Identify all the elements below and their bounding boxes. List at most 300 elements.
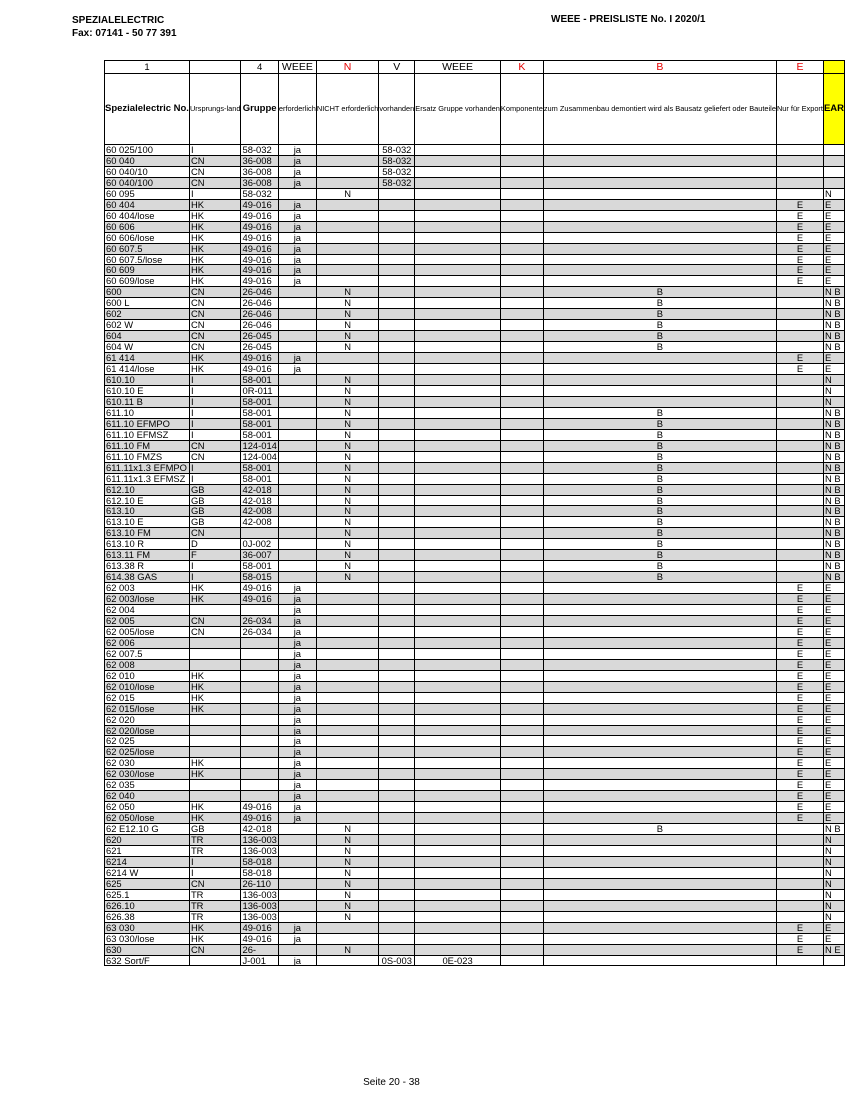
cell-not-required	[316, 364, 378, 375]
cell-required: ja	[278, 736, 316, 747]
cell-number: 62 015	[105, 692, 190, 703]
cell-origin	[189, 747, 241, 758]
cell-ear: E	[823, 922, 844, 933]
cell-not-required	[316, 243, 378, 254]
cell-not-required	[316, 692, 378, 703]
cell-component	[500, 166, 543, 177]
cell-replacement	[415, 287, 501, 298]
col-code-k: K	[500, 61, 543, 74]
cell-number: 62 E12.10 G	[105, 824, 190, 835]
cell-export: E	[776, 221, 823, 232]
cell-available	[379, 561, 415, 572]
cell-replacement	[415, 407, 501, 418]
cell-export: E	[776, 232, 823, 243]
cell-available	[379, 407, 415, 418]
cell-not-required	[316, 145, 378, 156]
cell-required	[278, 440, 316, 451]
cell-replacement	[415, 692, 501, 703]
cell-replacement	[415, 166, 501, 177]
cell-kit	[543, 747, 776, 758]
cell-kit: B	[543, 287, 776, 298]
cell-kit	[543, 364, 776, 375]
cell-available	[379, 221, 415, 232]
cell-available	[379, 353, 415, 364]
cell-replacement	[415, 364, 501, 375]
table-row	[105, 846, 845, 857]
cell-available	[379, 878, 415, 889]
cell-group: 58-001	[241, 462, 278, 473]
cell-kit	[543, 265, 776, 276]
cell-available	[379, 670, 415, 681]
cell-export: E	[776, 243, 823, 254]
cell-origin: I	[189, 429, 241, 440]
cell-export	[776, 298, 823, 309]
cell-required: ja	[278, 155, 316, 166]
cell-replacement	[415, 867, 501, 878]
cell-required: ja	[278, 615, 316, 626]
table-row	[105, 495, 845, 506]
cell-export	[776, 506, 823, 517]
cell-export	[776, 955, 823, 966]
cell-available	[379, 396, 415, 407]
table-row	[105, 703, 845, 714]
cell-replacement	[415, 889, 501, 900]
cell-origin: CN	[189, 166, 241, 177]
cell-export: E	[776, 813, 823, 824]
cell-ear: N B	[823, 484, 844, 495]
table-row	[105, 276, 845, 287]
cell-number: 613.10	[105, 506, 190, 517]
cell-required	[278, 495, 316, 506]
cell-group	[241, 659, 278, 670]
cell-ear: E	[823, 747, 844, 758]
cell-export	[776, 155, 823, 166]
cell-required: ja	[278, 626, 316, 637]
cell-available	[379, 210, 415, 221]
cell-available	[379, 944, 415, 955]
cell-kit	[543, 155, 776, 166]
cell-component	[500, 462, 543, 473]
cell-not-required	[316, 166, 378, 177]
cell-kit	[543, 692, 776, 703]
cell-origin: HK	[189, 692, 241, 703]
cell-available	[379, 758, 415, 769]
cell-kit: B	[543, 561, 776, 572]
cell-number: 62 050/lose	[105, 813, 190, 824]
cell-origin: TR	[189, 900, 241, 911]
cell-export	[776, 462, 823, 473]
cell-origin: GB	[189, 517, 241, 528]
cell-replacement: 0E-023	[415, 955, 501, 966]
cell-kit	[543, 889, 776, 900]
cell-required: ja	[278, 769, 316, 780]
table-row	[105, 758, 845, 769]
cell-component	[500, 287, 543, 298]
cell-kit: B	[543, 484, 776, 495]
cell-export	[776, 451, 823, 462]
header-row-codes	[105, 61, 845, 74]
cell-ear: E	[823, 637, 844, 648]
cell-group: 49-016	[241, 594, 278, 605]
cell-number: 62 020	[105, 714, 190, 725]
cell-required: ja	[278, 166, 316, 177]
cell-number: 613.38 R	[105, 561, 190, 572]
cell-ear: E	[823, 769, 844, 780]
cell-kit	[543, 714, 776, 725]
cell-ear: E	[823, 736, 844, 747]
cell-replacement	[415, 232, 501, 243]
cell-available	[379, 440, 415, 451]
cell-ear: E	[823, 594, 844, 605]
cell-component	[500, 703, 543, 714]
cell-export: E	[776, 353, 823, 364]
cell-number: 611.11x1.3 EFMSZ	[105, 473, 190, 484]
cell-ear: N B	[823, 561, 844, 572]
cell-export	[776, 177, 823, 188]
cell-replacement	[415, 155, 501, 166]
cell-kit	[543, 375, 776, 386]
cell-component	[500, 506, 543, 517]
cell-origin: I	[189, 375, 241, 386]
table-row	[105, 583, 845, 594]
cell-group: 42-008	[241, 506, 278, 517]
cell-kit	[543, 813, 776, 824]
cell-replacement	[415, 758, 501, 769]
cell-export: E	[776, 210, 823, 221]
cell-origin: CN	[189, 309, 241, 320]
cell-ear	[823, 177, 844, 188]
cell-kit: B	[543, 517, 776, 528]
col-code-weee-ersatz: WEEE	[415, 61, 501, 74]
cell-component	[500, 856, 543, 867]
cell-available	[379, 824, 415, 835]
cell-component	[500, 495, 543, 506]
cell-export: E	[776, 714, 823, 725]
cell-component	[500, 145, 543, 156]
cell-group	[241, 670, 278, 681]
cell-export: E	[776, 254, 823, 265]
cell-ear: N B	[823, 320, 844, 331]
cell-component	[500, 550, 543, 561]
cell-replacement	[415, 221, 501, 232]
cell-component	[500, 407, 543, 418]
cell-required: ja	[278, 933, 316, 944]
cell-available	[379, 802, 415, 813]
document-title: WEEE - PREISLISTE No. I 2020/1	[551, 14, 706, 25]
cell-not-required: N	[316, 528, 378, 539]
table-row	[105, 287, 845, 298]
cell-number: 6214	[105, 856, 190, 867]
cell-ear: N B	[823, 451, 844, 462]
fax-number: Fax: 07141 - 50 77 391	[72, 28, 177, 39]
cell-ear: N B	[823, 342, 844, 353]
cell-required	[278, 385, 316, 396]
col-code-n: N	[316, 61, 378, 74]
cell-group: 124-004	[242, 450, 277, 462]
cell-not-required	[316, 199, 378, 210]
cell-export: E	[776, 747, 823, 758]
cell-export: E	[776, 199, 823, 210]
header-row-labels	[105, 74, 845, 145]
cell-not-required: N	[316, 484, 378, 495]
cell-not-required	[316, 780, 378, 791]
cell-available	[379, 473, 415, 484]
cell-group	[241, 791, 278, 802]
cell-available	[379, 659, 415, 670]
cell-required: ja	[278, 955, 316, 966]
cell-number: 602	[105, 309, 190, 320]
cell-kit	[543, 725, 776, 736]
cell-origin: HK	[189, 758, 241, 769]
cell-required	[278, 550, 316, 561]
cell-kit: B	[543, 309, 776, 320]
cell-ear: E	[823, 221, 844, 232]
cell-not-required: N	[316, 385, 378, 396]
cell-kit: B	[543, 528, 776, 539]
cell-origin: HK	[189, 583, 241, 594]
cell-group: 36-008	[241, 177, 278, 188]
cell-component	[500, 418, 543, 429]
cell-component	[500, 473, 543, 484]
cell-available	[379, 911, 415, 922]
cell-number: 6214 W	[105, 867, 190, 878]
cell-component	[500, 725, 543, 736]
cell-component	[500, 265, 543, 276]
cell-component	[500, 626, 543, 637]
table-row	[105, 429, 845, 440]
cell-export	[776, 429, 823, 440]
col-code-ear	[823, 61, 844, 74]
cell-kit	[543, 900, 776, 911]
cell-origin: I	[189, 385, 241, 396]
table-row	[105, 626, 845, 637]
cell-component	[500, 867, 543, 878]
cell-not-required: N	[316, 572, 378, 583]
cell-component	[500, 637, 543, 648]
cell-component	[500, 681, 543, 692]
cell-group: 49-016	[241, 265, 278, 276]
cell-origin: GB	[189, 495, 241, 506]
cell-available	[379, 583, 415, 594]
cell-ear: N	[823, 856, 844, 867]
table-row	[105, 550, 845, 561]
table-row	[105, 199, 845, 210]
cell-group	[241, 736, 278, 747]
cell-origin: CN	[189, 451, 241, 462]
cell-export	[776, 835, 823, 846]
cell-group: 49-016	[241, 232, 278, 243]
cell-component	[500, 900, 543, 911]
cell-component	[500, 298, 543, 309]
cell-kit	[543, 385, 776, 396]
cell-ear: N	[823, 835, 844, 846]
cell-available	[379, 232, 415, 243]
cell-replacement	[415, 670, 501, 681]
cell-export	[776, 418, 823, 429]
cell-export	[776, 484, 823, 495]
cell-replacement	[415, 583, 501, 594]
cell-number: 60 606	[105, 221, 190, 232]
cell-not-required	[316, 254, 378, 265]
cell-kit	[543, 626, 776, 637]
cell-required	[278, 320, 316, 331]
cell-available	[379, 495, 415, 506]
cell-available: 58-032	[379, 145, 415, 156]
col-code-b: B	[543, 61, 776, 74]
cell-number: 62 030/lose	[105, 769, 190, 780]
col-header-number: Spezialelectric No.	[105, 74, 190, 145]
cell-number: 60 040	[105, 155, 190, 166]
cell-origin: I	[189, 473, 241, 484]
cell-component	[500, 659, 543, 670]
cell-replacement	[415, 561, 501, 572]
cell-origin: HK	[189, 353, 241, 364]
cell-replacement	[415, 615, 501, 626]
cell-available	[379, 747, 415, 758]
cell-export: E	[776, 648, 823, 659]
table-row	[105, 309, 845, 320]
cell-component	[500, 572, 543, 583]
cell-number: 613.10 R	[105, 539, 190, 550]
cell-ear: E	[823, 725, 844, 736]
cell-component	[500, 692, 543, 703]
cell-group: 58-001	[241, 418, 278, 429]
cell-kit	[543, 177, 776, 188]
cell-group: 58-032	[241, 145, 278, 156]
cell-export	[776, 528, 823, 539]
cell-required	[278, 867, 316, 878]
cell-not-required: N	[316, 889, 378, 900]
cell-available	[379, 364, 415, 375]
cell-required	[278, 889, 316, 900]
cell-not-required: N	[316, 878, 378, 889]
cell-replacement	[415, 539, 501, 550]
cell-export: E	[776, 670, 823, 681]
cell-ear	[823, 155, 844, 166]
cell-not-required	[316, 648, 378, 659]
cell-ear: N	[823, 396, 844, 407]
cell-available	[379, 615, 415, 626]
cell-export: E	[776, 758, 823, 769]
cell-required: ja	[278, 922, 316, 933]
cell-export	[776, 572, 823, 583]
cell-origin: HK	[189, 933, 241, 944]
cell-required: ja	[278, 145, 316, 156]
cell-not-required	[316, 736, 378, 747]
cell-ear: E	[823, 802, 844, 813]
cell-ear: E	[823, 648, 844, 659]
page-number: Seite 20 - 38	[363, 1077, 420, 1088]
cell-component	[500, 375, 543, 386]
cell-ear: N	[823, 867, 844, 878]
cell-export: E	[776, 703, 823, 714]
cell-required: ja	[278, 648, 316, 659]
cell-not-required: N	[316, 561, 378, 572]
cell-ear: N B	[823, 440, 844, 451]
cell-group: 136-003	[242, 834, 277, 846]
cell-export	[776, 287, 823, 298]
cell-kit	[543, 944, 776, 955]
cell-available	[379, 780, 415, 791]
cell-not-required	[316, 637, 378, 648]
cell-required: ja	[278, 232, 316, 243]
cell-required	[278, 484, 316, 495]
cell-kit	[543, 210, 776, 221]
table-row	[105, 955, 845, 966]
cell-group	[241, 725, 278, 736]
cell-number: 604 W	[105, 342, 190, 353]
cell-number: 62 008	[105, 659, 190, 670]
cell-number: 62 003	[105, 583, 190, 594]
cell-export: E	[776, 637, 823, 648]
cell-component	[500, 736, 543, 747]
table-row	[105, 418, 845, 429]
cell-replacement	[415, 276, 501, 287]
cell-component	[500, 605, 543, 616]
cell-origin: HK	[189, 276, 241, 287]
col-header-group: Gruppe	[241, 74, 278, 145]
cell-export: E	[776, 681, 823, 692]
cell-required: ja	[278, 813, 316, 824]
cell-export	[776, 385, 823, 396]
cell-not-required	[316, 955, 378, 966]
cell-component	[500, 276, 543, 287]
table-row	[105, 145, 845, 156]
cell-component	[500, 309, 543, 320]
cell-ear: E	[823, 681, 844, 692]
cell-not-required	[316, 714, 378, 725]
cell-kit	[543, 637, 776, 648]
cell-kit	[543, 221, 776, 232]
cell-export	[776, 320, 823, 331]
cell-ear: N	[823, 911, 844, 922]
cell-ear: N B	[823, 462, 844, 473]
cell-available	[379, 462, 415, 473]
cell-group: 49-016	[241, 254, 278, 265]
cell-required	[278, 375, 316, 386]
cell-not-required	[316, 758, 378, 769]
cell-replacement	[415, 145, 501, 156]
cell-number: 610.10 E	[105, 385, 190, 396]
cell-number: 62 005	[105, 615, 190, 626]
cell-ear: E	[823, 210, 844, 221]
cell-required: ja	[278, 692, 316, 703]
cell-origin: CN	[189, 331, 241, 342]
cell-component	[500, 846, 543, 857]
cell-kit	[543, 769, 776, 780]
cell-number: 610.10	[105, 375, 190, 386]
cell-origin: TR	[189, 889, 241, 900]
cell-ear	[823, 145, 844, 156]
cell-kit	[543, 188, 776, 199]
cell-group: 136-003	[242, 888, 277, 900]
cell-number: 610.11 B	[105, 396, 190, 407]
cell-kit	[543, 659, 776, 670]
cell-ear: N	[823, 878, 844, 889]
cell-number: 613.10 E	[105, 517, 190, 528]
cell-required	[278, 429, 316, 440]
cell-origin: CN	[189, 320, 241, 331]
cell-component	[500, 385, 543, 396]
cell-number: 604	[105, 331, 190, 342]
cell-component	[500, 539, 543, 550]
cell-component	[500, 210, 543, 221]
cell-available	[379, 791, 415, 802]
cell-replacement	[415, 484, 501, 495]
cell-group: 58-001	[241, 407, 278, 418]
cell-number: 60 404	[105, 199, 190, 210]
cell-ear: E	[823, 364, 844, 375]
